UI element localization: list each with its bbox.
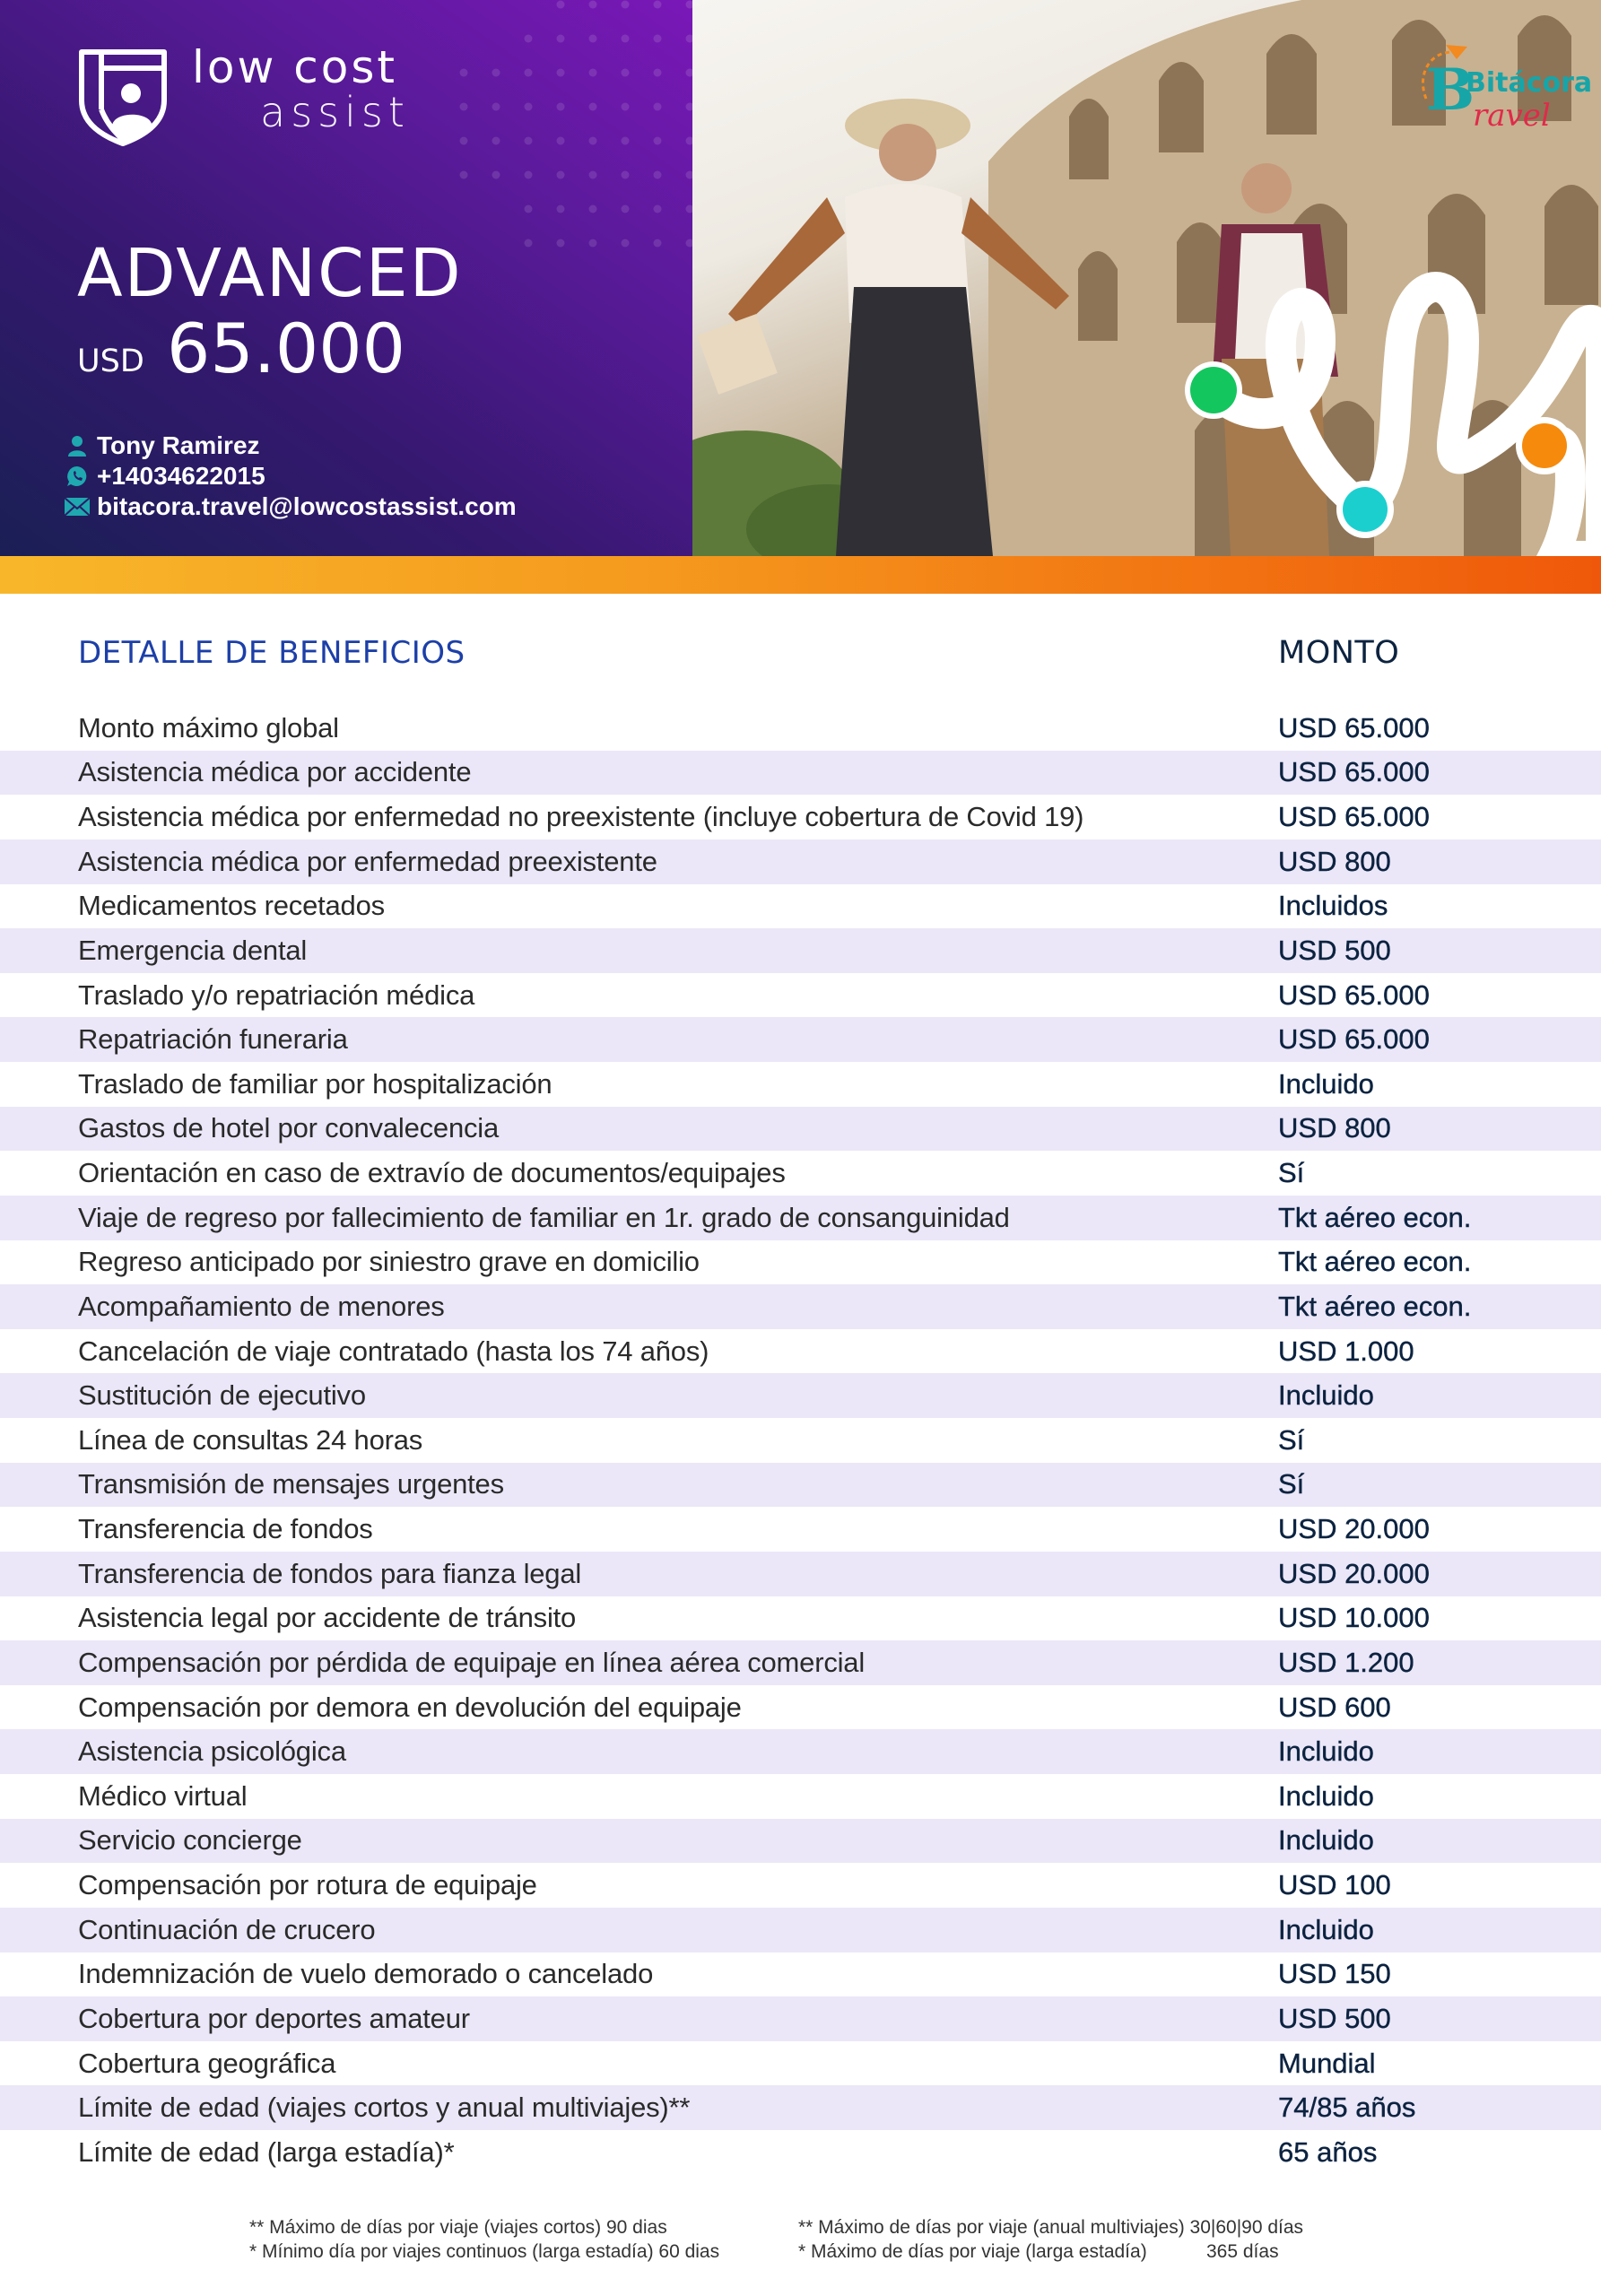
contact-phone[interactable]: +14034622015 [97,462,265,490]
contact-name: Tony Ramirez [97,431,260,459]
table-row [0,1151,1601,1196]
footnote-long-stay-max-value: 365 días [1206,2241,1279,2262]
benefit-label: Transferencia de fondos [78,1513,373,1545]
svg-text:ravel: ravel [1473,98,1551,134]
table-row [0,884,1601,929]
benefit-amount: Incluido [1278,1067,1374,1100]
table-row [0,1908,1601,1952]
low-cost-assist-shield-logo [76,47,170,147]
contact-name-row [65,430,260,461]
decorative-dot [622,171,630,179]
decorative-dot [686,239,693,248]
decorative-dot [654,205,662,213]
decorative-dot [557,205,565,213]
benefit-label: Medicamentos recetados [78,890,385,922]
partner-logo-line1: Bitácora [1466,67,1593,99]
benefit-amount: USD 65.000 [1278,978,1430,1011]
orange-accent-bar [0,556,1601,594]
table-row [0,1507,1601,1552]
decorative-dot [686,103,693,111]
mail-icon [65,494,90,519]
table-row [0,706,1601,751]
benefit-label: Asistencia médica por accidente [78,756,472,788]
benefit-label: Traslado de familiar por hospitalización [78,1067,553,1100]
benefit-label: Monto máximo global [78,711,339,744]
benefit-label: Viaje de regreso por fallecimiento de familiar en 1r. grado de consanguinidad [78,1201,1010,1233]
decorative-dot [492,69,500,77]
benefit-label: Compensación por pérdida de equipaje en línea aérea comercial [78,1646,866,1678]
benefit-label: Compensación por rotura de equipaje [78,1869,537,1901]
benefit-label: Transferencia de fondos para fianza legal [78,1557,582,1589]
table-row [0,2130,1601,2175]
table-row [0,1463,1601,1508]
plan-name: ADVANCED [77,235,463,312]
amount-header: MONTO [1278,635,1400,671]
benefit-label: Línea de consultas 24 horas [78,1423,423,1456]
benefit-amount: USD 600 [1278,1691,1391,1723]
table-row [0,973,1601,1018]
decorative-dot [525,171,533,179]
table-row [0,1329,1601,1374]
user-icon [65,433,90,458]
table-row [0,1552,1601,1596]
decorative-dot [654,103,662,111]
benefit-amount: USD 20.000 [1278,1513,1430,1545]
decorative-dot [589,69,597,77]
benefit-label: Límite de edad (viajes cortos y anual multiviajes)** [78,2092,691,2124]
decorative-dot [589,1,597,9]
table-row [0,1196,1601,1240]
decorative-dot [525,103,533,111]
benefit-amount: USD 65.000 [1278,711,1430,744]
table-row [0,1952,1601,1997]
benefit-label: Regreso anticipado por siniestro grave en domicilio [78,1246,700,1278]
benefit-label: Asistencia psicológica [78,1735,346,1768]
decorative-dot [654,69,662,77]
benefit-amount: Sí [1278,1468,1305,1500]
contact-email-row [65,491,517,522]
table-row [0,1373,1601,1418]
brand-name-line1: low cost [192,41,398,93]
decorative-dot [492,137,500,145]
decorative-dot [654,137,662,145]
table-row [0,1062,1601,1107]
hero-panel [0,0,692,556]
benefit-amount: USD 65.000 [1278,1023,1430,1056]
benefit-label: Orientación en caso de extravío de documentos/equipajes [78,1157,786,1189]
decorative-dot [525,137,533,145]
benefit-amount: USD 100 [1278,1869,1391,1901]
benefit-label: Acompañamiento de menores [78,1290,445,1322]
contact-email[interactable]: bitacora.travel@lowcostassist.com [97,492,517,520]
benefit-amount: Incluido [1278,1824,1374,1857]
bitacora-travel-logo [1410,36,1601,139]
decorative-dot [557,239,565,248]
decorative-dot [686,35,693,43]
decorative-dot [686,205,693,213]
benefit-label: Cancelación de viaje contratado (hasta los 74 años) [78,1335,709,1367]
benefit-amount: USD 1.200 [1278,1646,1414,1678]
benefit-amount: USD 1.000 [1278,1335,1414,1367]
benefit-label: Límite de edad (larga estadía)* [78,2135,455,2168]
table-row [0,1819,1601,1864]
decorative-dot [589,171,597,179]
benefit-amount: USD 10.000 [1278,1602,1430,1634]
decorative-dot [525,69,533,77]
plan-amount: 65.000 [167,309,405,388]
benefit-label: Cobertura por deportes amateur [78,2002,470,2034]
benefit-amount: USD 500 [1278,934,1391,966]
table-row [0,839,1601,884]
decorative-dot [525,239,533,248]
decorative-dot [622,103,630,111]
benefit-amount: USD 500 [1278,2002,1391,2034]
decorative-dot [686,171,693,179]
benefit-label: Asistencia médica por enfermedad no preexistente (incluye cobertura de Covid 19) [78,801,1084,833]
benefit-amount: Tkt aéreo econ. [1278,1201,1472,1233]
decorative-dot [622,205,630,213]
decorative-dot [460,103,468,111]
benefit-label: Transmisión de mensajes urgentes [78,1468,504,1500]
table-row [0,1418,1601,1463]
table-row [0,1284,1601,1329]
decorative-dot [622,239,630,248]
table-row [0,1107,1601,1152]
footnote-multitrip: ** Máximo de días por viaje (anual multiviajes) 30|60|90 días [798,2217,1304,2238]
benefit-label: Indemnización de vuelo demorado o cancelado [78,1958,654,1990]
decorative-dot [654,171,662,179]
whatsapp-icon [65,464,90,489]
decorative-dot [492,103,500,111]
benefit-amount: Tkt aéreo econ. [1278,1290,1472,1322]
benefit-amount: 65 años [1278,2135,1378,2168]
benefit-label: Servicio concierge [78,1824,302,1857]
decorative-dot [589,205,597,213]
benefit-label: Traslado y/o repatriación médica [78,978,475,1011]
decorative-dot [525,35,533,43]
benefit-amount: Sí [1278,1423,1305,1456]
benefit-label: Gastos de hotel por convalecencia [78,1112,500,1144]
table-row [0,751,1601,796]
decorative-dot [460,69,468,77]
benefit-amount: USD 800 [1278,845,1391,877]
table-row [0,1863,1601,1908]
benefit-amount: Incluido [1278,1379,1374,1412]
decorative-dot [557,103,565,111]
benefit-label: Asistencia legal por accidente de tránsito [78,1602,577,1634]
decorative-dot [622,137,630,145]
benefit-label: Continuación de crucero [78,1913,376,1945]
table-row [0,2041,1601,2086]
benefit-amount: USD 65.000 [1278,801,1430,833]
table-row [0,1240,1601,1285]
table-row [0,1774,1601,1819]
benefits-header: DETALLE DE BENEFICIOS [78,635,466,671]
table-row [0,795,1601,839]
benefit-label: Compensación por demora en devolución del equipaje [78,1691,742,1723]
decorative-dot [686,1,693,9]
benefit-amount: USD 20.000 [1278,1557,1430,1589]
table-row [0,1729,1601,1774]
decorative-dot [654,35,662,43]
benefit-label: Médico virtual [78,1779,248,1812]
decorative-dot [622,1,630,9]
table-row [0,1640,1601,1685]
benefit-amount: Incluido [1278,1779,1374,1812]
decorative-dot [622,69,630,77]
decorative-dot [557,69,565,77]
footnote-long-stay-max: * Máximo de días por viaje (larga estadía) [798,2241,1147,2262]
table-row [0,1685,1601,1730]
decorative-dot [589,137,597,145]
decorative-dot [460,137,468,145]
decorative-dot [654,239,662,248]
benefit-amount: Sí [1278,1157,1305,1189]
decorative-dot [557,1,565,9]
decorative-dot [589,103,597,111]
decorative-dot [557,35,565,43]
svg-text:B: B [1426,57,1475,124]
benefit-label: Repatriación funeraria [78,1023,348,1056]
table-row [0,2085,1601,2130]
decorative-dot [525,205,533,213]
decorative-dot [460,171,468,179]
decorative-dot [654,1,662,9]
dot-pattern-decoration [431,0,692,269]
benefit-amount: USD 150 [1278,1958,1391,1990]
footnote-long-stay-min: * Mínimo día por viajes continuos (larga estadía) 60 dias [249,2241,720,2262]
decorative-dot [589,35,597,43]
benefit-amount: Tkt aéreo econ. [1278,1246,1472,1278]
benefit-amount: Incluido [1278,1913,1374,1945]
benefit-label: Emergencia dental [78,934,308,966]
contact-phone-row [65,461,265,491]
decorative-dot [686,137,693,145]
benefit-label: Cobertura geográfica [78,2047,336,2079]
plan-currency: USD [77,344,144,379]
benefit-amount: Mundial [1278,2047,1376,2079]
decorative-dot [686,69,693,77]
table-row [0,928,1601,973]
footnote-short-trips: ** Máximo de días por viaje (viajes cortos) 90 dias [249,2217,667,2238]
table-row [0,1996,1601,2041]
benefit-amount: USD 65.000 [1278,756,1430,788]
decorative-dot [557,137,565,145]
benefit-label: Sustitución de ejecutivo [78,1379,366,1412]
decorative-dot [492,171,500,179]
decorative-dot [622,35,630,43]
table-row [0,1596,1601,1641]
benefit-amount: Incluido [1278,1735,1374,1768]
decorative-dot [589,239,597,248]
benefit-amount: Incluidos [1278,890,1388,922]
benefit-amount: USD 800 [1278,1112,1391,1144]
table-row [0,1017,1601,1062]
benefit-amount: 74/85 años [1278,2092,1416,2124]
benefits-table [0,706,1601,2175]
decorative-dot [557,171,565,179]
hero-photo-colosseum-travelers [692,0,1601,556]
brand-name-line2: assist [260,88,410,136]
benefit-label: Asistencia médica por enfermedad preexistente [78,845,657,877]
